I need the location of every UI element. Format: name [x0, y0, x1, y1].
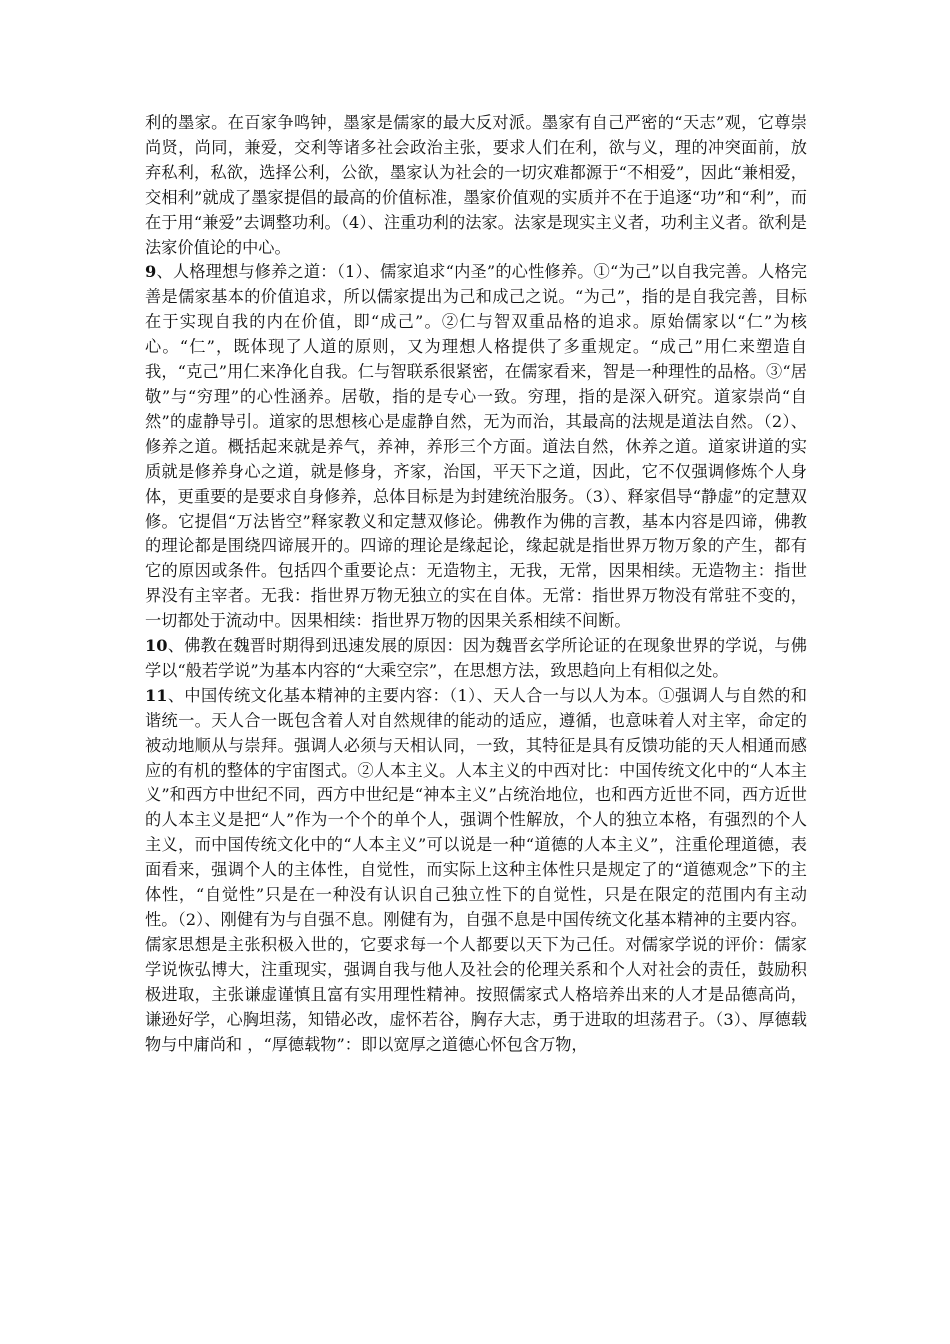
document-body — [145, 111, 807, 1057]
paragraph-text: 、佛教在魏晋时期得到迅速发展的原因：因为魏晋玄学所论证的在现象世界的学说，与佛学以“般若学说”为基本内容的“大乘空宗”，在思想方法，致思趋向上有相似之处。 — [145, 636, 807, 680]
item-number: 11 — [145, 685, 168, 705]
paragraph-text: 、人格理想与修养之道：（1）、儒家追求“内圣”的心性修养。①“为己”以自我完善。人格完善是儒家基本的价值追求，所以儒家提出为己和成己之说。“为己”，指的是自我完善，目标在于实现自我的内在价值，即“成己”。②仁与智双重品格的追求。原始儒家以“仁”为核心。“仁”，既体现了人道的原则，又为理想人格提供了多重规定。“成己”用仁来塑造自我，“克己”用仁来净化自我。仁与智联系很紧密，在儒家看来，智是一种理性的品格。③“居敬”与“穷理”的心性涵养。居敬，指的是专心一致。穷理，指的是深入研究。道家崇尚“自然”的虚静导引。道家的思想核心是虚静自然，无为而治，其最高的法规是道法自然。（2）、修养之道。概括起来就是养气，养神，养形三个方面。道法自然，休养之道。道家讲道的实质就是修养身心之道，就是修身，齐家，治国，平天下之道，因此，它不仅强调修炼个人身体，更重要的是要求自身修养，总体目标是为封建统治服务。（3）、释家倡导“静虚”的定慧双修。它提倡“万法皆空”释家教义和定慧双修论。佛教作为佛的言教，基本内容是四谛，佛教的理论都是围绕四谛展开的。四谛的理论是缘起论，缘起就是指世界万物万象的产生，都有它的原因或条件。包括四个重要论点：无造物主，无我，无常，因果相续。无造物主：指世界没有主宰者。无我：指世界万物无独立的实在自体。无常：指世界万物没有常驻不变的，一切都处于流动中。因果相续：指世界万物的因果关系相续不间断。 — [145, 262, 807, 631]
paragraph-text: 利的墨家。在百家争鸣钟，墨家是儒家的最大反对派。墨家有自己严密的“天志”观，它尊崇尚贤，尚同，兼爱，交利等诸多社会政治主张，要求人们在利，欲与义，理的冲突面前，放弃私利，私欲，选择公利，公欲，墨家认为社会的一切灾难都源于“不相爱”，因此“兼相爱，交相利”就成了墨家提倡的最高的价值标准，墨家价值观的实质并不在于追逐“功”和“利”，而在于用“兼爱”去调整功利。（4）、注重功利的法家。法家是现实主义者，功利主义者。欲利是法家价值论的中心。 — [145, 113, 807, 257]
paragraph-9 — [145, 260, 807, 634]
paragraph-11 — [145, 684, 807, 1058]
item-number: 10 — [145, 636, 168, 656]
paragraph-10 — [145, 634, 807, 684]
paragraph-墨家 — [145, 111, 807, 260]
item-number: 9 — [145, 262, 157, 282]
paragraph-text: 、中国传统文化基本精神的主要内容：（1）、天人合一与以人为本。①强调人与自然的和谐统一。天人合一既包含着人对自然规律的能动的适应，遵循，也意味着人对主宰，命定的被动地顺从与崇拜。强调人必须与天相认同，一致，其特征是具有反馈功能的天人相通而感应的有机的整体的宇宙图式。②人本主义。人本主义的中西对比：中国传统文化中的“人本主义”和西方中世纪不同，西方中世纪是“神本主义”占统治地位，也和西方近世不同，西方近世的人本主义是把“人”作为一个个的单个人，强调个性解放，个人的独立本格，有强烈的个人主义，而中国传统文化中的“人本主义”可以说是一种“道德的人本主义”，注重伦理道德，表面看来，强调个人的主体性，自觉性，而实际上这种主体性只是规定了的“道德观念”下的主体性，“自觉性”只是在一种没有认识自己独立性下的自觉性，只是在限定的范围内有主动性。（2）、刚健有为与自强不息。刚健有为，自强不息是中国传统文化基本精神的主要内容。儒家思想是主张积极入世的，它要求每一个人都要以天下为己任。对儒家学说的评价：儒家学说恢弘博大，注重现实，强调自我与他人及社会的伦理关系和个人对社会的责任，鼓励积极进取，主张谦虚谨慎且富有实用理性精神。按照儒家式人格培养出来的人才是品德高尚，谦逊好学，心胸坦荡，知错必改，虚怀若谷，胸存大志，勇于进取的坦荡君子。（3）、厚德载物与中庸尚和 ，“厚德载物”：即以宽厚之道德心怀包含万物， — [145, 685, 807, 1054]
